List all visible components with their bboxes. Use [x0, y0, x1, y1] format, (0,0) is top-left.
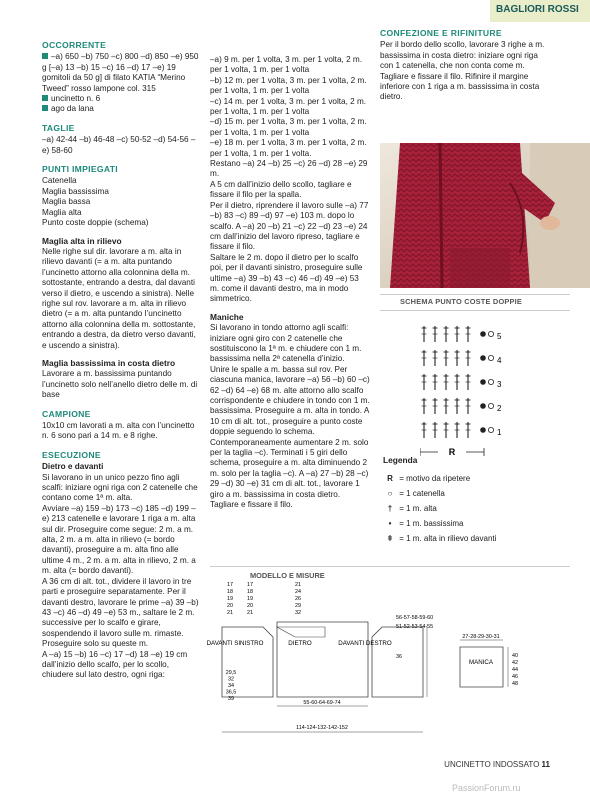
row-number: 4	[497, 356, 502, 365]
legend-title: Legenda	[383, 455, 418, 465]
maglia-alta-rilievo-text: Nelle righe sul dir. lavorare a m. alta in rilievo davanti (= a m. alta puntando l’uncinetto attorno alla colonnina della m. sottostante, entrando a destra, dal davanti verso il dietro, e uscendo a sinistra). Nelle righe sul rov. lavorare a m. alta in rilievo dietro (= a m. alta puntando l’uncinetto attorno alla colonnina della m. sottostante, entrando a destra, da dietro verso davanti, e uscendo a sinistra).	[42, 246, 196, 350]
heading-taglie: TAGLIE	[42, 122, 75, 133]
materials-yarn: –a) 650 –b) 750 –c) 800 –d) 850 –e) 950 g [–a) 13 –b) 15 –c) 16 –d) 17 –e) 19 gomitoli da 50 g] di filato KATIA “Merino Tweed” rosso lampone col. 315	[42, 52, 199, 93]
legend-item: † = 1 m. alta	[383, 501, 563, 516]
row-number: 5	[497, 332, 502, 341]
chain-symbol-icon: ○	[387, 489, 393, 498]
paragraph: Unire le spalle a m. bassa sul rov. Per ciascuna manica, lavorare –a) 56 –b) 60 –c) 62 –d) 64 –e) 68 m. alte attorno allo scalfo corrispondente e chiudere in tondo con 1 m. bassissima. Proseguire a m. alta in tondo. A 10 cm di alt. tot., proseguire a punto coste doppie seguendo lo schema. Contemporaneamente aumentare 2 m. solo per la taglia –c). Terminati i 5 giri dello schema, proseguire a m. alta diminuendo 2 m. solo per la taglia –c). A –a) 27 –b) 28 –c) 29 –d) 30 –e) 31 cm di alt. tot., lavorare 1 giro a m. bassissima in costa dietro. Tagliare e fissare il filo.	[210, 364, 370, 510]
paragraph: A 5 cm dall’inizio dello scollo, tagliare e fissare il filo per la spalla.	[210, 179, 352, 200]
page-number: 11	[541, 760, 550, 769]
paragraph: –e) 18 m. per 1 volta, 3 m. per 1 volta, 2 m. per 1 volta, 1 m. per 1 volta.	[210, 138, 367, 158]
heading-maglia-bassissima: Maglia bassissima in costa dietro	[42, 357, 176, 368]
slip-stitch-mark	[480, 427, 486, 433]
top-measure: 17	[227, 582, 233, 588]
chart-row	[422, 374, 503, 390]
legend	[383, 455, 563, 546]
sweater-photo-image	[380, 143, 590, 288]
stitch-item: Maglia bassissima	[42, 186, 109, 196]
page-header	[490, 0, 590, 22]
height-measure: 36,5	[225, 689, 237, 696]
campione-text: 10x10 cm lavorati a m. alta con l’uncinetto n. 6 sono pari a 14 m. e 8 righe.	[42, 421, 195, 441]
top-measure-columns	[227, 582, 301, 616]
heading-maniche: Maniche	[210, 311, 244, 322]
legend-item: ǂ = 1 m. alta in rilievo davanti	[383, 531, 563, 546]
paragraph: Saltare le 2 m. dopo il dietro per lo scalfo poi, per il davanti sinistro, proseguire sulle ultime –a) 39 –b) 43 –c) 46 –d) 49 –e) 53 m. come il davanti destro, ma in modo simmetrico.	[210, 252, 363, 304]
top-measure: 21	[247, 610, 253, 616]
chart-row	[422, 350, 503, 366]
confezione-text: Per il bordo dello scollo, lavorare 3 righe a m. bassissima in costa dietro: iniziare ogni riga con 1 catenella, che non conta come m. Tagliare e fissare il filo. Rifinire il margine inferiore con 1 riga a m. bassissima in costa dietro.	[380, 40, 545, 102]
repeat-label: R	[448, 447, 456, 457]
top-measure: 19	[227, 596, 233, 602]
bullet-square-icon	[42, 105, 48, 111]
sleeve-width-measure: 40	[512, 653, 518, 659]
height-measure: 34	[228, 683, 234, 689]
paragraph: Si lavorano in un unico pezzo fino agli scalfi: iniziare ogni riga con 2 catenelle che contano come 1ª m. alta.	[42, 472, 198, 503]
front-post-symbol-icon: ǂ	[387, 534, 393, 543]
heading-occorrente: OCCORRENTE	[42, 40, 107, 50]
top-measure: 21	[227, 610, 233, 616]
label-manica: MANICA	[468, 659, 494, 666]
heading-confezione: CONFEZIONE E RIFINITURE	[380, 28, 502, 38]
paragraph: –a) 9 m. per 1 volta, 3 m. per 1 volta, 2 m. per 1 volta, 1 m. per 1 volta	[210, 55, 362, 75]
chain-mark	[488, 379, 493, 384]
materials-hook: uncinetto n. 6	[42, 94, 202, 104]
top-measure: 20	[227, 603, 233, 609]
slip-stitch-mark	[480, 403, 486, 409]
height-measure: 32	[228, 676, 234, 683]
schema-title: SCHEMA PUNTO COSTE DOPPIE	[400, 297, 523, 306]
slip-stitch-mark	[480, 331, 486, 337]
header-title: BAGLIORI ROSSI	[496, 4, 579, 15]
sleeve-width-measure: 42	[512, 660, 518, 666]
sleeve-width-measures	[512, 653, 518, 687]
height-measure: 39	[228, 696, 234, 702]
heading-esecuzione: ESECUZIONE	[42, 449, 101, 460]
materials-needle: ago da lana	[42, 104, 202, 114]
chain-mark	[488, 355, 493, 360]
sleeve-width-measure: 48	[512, 681, 518, 687]
garment-photo	[380, 143, 590, 288]
sleeve-width-measure: 46	[512, 674, 518, 680]
paragraph: –c) 14 m. per 1 volta, 3 m. per 1 volta, 2 m. per 1 volta, 1 m. per 1 volta	[210, 96, 367, 117]
chart-row	[422, 422, 503, 438]
stitch-item: Catenella	[42, 176, 77, 186]
bullet-square-icon	[42, 95, 48, 101]
top-measure: 26	[295, 596, 301, 602]
paragraph: Si lavorano in tondo attorno agli scalfi: iniziare ogni giro con 2 catenelle che sostituiscono la 1ª m. e chiudere con 1 m. bassissima nella 2ª catenella d’inizio.	[210, 323, 362, 364]
divider	[380, 294, 570, 295]
label-davanti-sinistro: DAVANTI SINISTRO	[206, 640, 264, 647]
paragraph: A 36 cm di alt. tot., dividere il lavoro in tre parti e proseguire separatamente. Per il davanti destro, lavorare le prime –a) 39 –b) 43 –c) 46 –d) 49 –e) 53 m., saltare le 2 m. successive per lo scalfo e girare, sospendendo il lavoro sulle m. rimaste. Proseguire solo su queste m.	[42, 576, 199, 649]
chain-mark	[488, 331, 493, 336]
legend-item: R = motivo da ripetere	[383, 471, 563, 486]
stitch-item: Maglia bassa	[42, 197, 91, 207]
repeat-symbol-icon: R	[387, 474, 393, 483]
top-measure: 20	[247, 603, 253, 609]
column-middle	[210, 55, 370, 510]
slip-stitch-mark	[480, 355, 486, 361]
stitch-item: Maglia alta	[42, 207, 82, 217]
height-measure: 36	[396, 654, 402, 660]
divider	[210, 566, 570, 567]
stitch-item: Punto coste doppie (schema)	[42, 218, 149, 228]
watermark: PassionForum.ru	[452, 783, 521, 793]
heading-punti: PUNTI IMPIEGATI	[42, 164, 118, 175]
paragraph: A –a) 15 –b) 16 –c) 17 –d) 18 –e) 19 cm dall’inizio dello scalfo, per lo scollo, chiudere sul lato destro, ogni riga:	[42, 649, 188, 680]
armhole-measure-1: 56-57-58-59-60	[396, 615, 434, 621]
top-measure: 32	[295, 610, 301, 616]
paragraph: Restano –a) 24 –b) 25 –c) 26 –d) 28 –e) 29 m.	[210, 159, 368, 179]
legend-item: ○ = 1 catenella	[383, 486, 563, 501]
top-measure: 29	[295, 603, 301, 609]
chain-mark	[488, 427, 493, 432]
double-crochet-symbol-icon: †	[387, 504, 393, 513]
footer-title: UNCINETTO INDOSSATO	[444, 760, 540, 769]
sleeve-length: 27-28-29-30-31	[462, 634, 500, 640]
heading-campione: CAMPIONE	[42, 408, 91, 419]
chart-row	[422, 398, 503, 414]
davanti-destro-shape	[372, 627, 423, 697]
heading-dietro-davanti: Dietro e davanti	[42, 462, 104, 472]
paragraph: –d) 15 m. per 1 volta, 3 m. per 1 volta, 2 m. per 1 volta, 1 m. per 1 volta	[210, 117, 367, 137]
chain-mark	[488, 403, 493, 408]
manica-shape	[460, 647, 503, 687]
size-diagram	[205, 582, 580, 752]
row-number: 2	[497, 404, 502, 413]
stitch-chart	[420, 314, 530, 464]
total-width: 114-124-132-142-152	[296, 725, 348, 731]
top-measure: 21	[295, 582, 301, 588]
label-dietro: DIETRO	[288, 640, 312, 647]
divider	[380, 310, 570, 311]
stitch-chart-rows	[422, 326, 503, 438]
top-measure: 18	[247, 589, 253, 595]
paragraph: Per il dietro, riprendere il lavoro sulle –a) 77 –b) 83 –c) 89 –d) 97 –e) 103 m. dopo lo scalfo. A –a) 20 –b) 21 –c) 22 –d) 23 –e) 24 cm dall’inizio del lavoro ripreso, tagliare e fissare il filo.	[210, 200, 369, 252]
top-measure: 24	[295, 589, 301, 595]
neck-line	[277, 627, 325, 637]
top-measure: 18	[227, 589, 233, 595]
slip-stitch-symbol-icon: •	[388, 519, 392, 528]
column-left	[42, 40, 202, 681]
maglia-bassissima-text: Lavorare a m. bassissima puntando l’uncinetto solo nell’anello dietro delle m. di base	[42, 369, 198, 400]
chart-row	[422, 326, 503, 342]
bullet-square-icon	[42, 53, 48, 59]
top-measure: 19	[247, 596, 253, 602]
slip-stitch-mark	[480, 379, 486, 385]
row-number: 3	[497, 380, 502, 389]
row-number: 1	[497, 428, 502, 437]
dietro-shape	[277, 622, 368, 697]
dietro-width: 55-60-64-69-74	[303, 700, 341, 706]
model-title: MODELLO E MISURE	[250, 571, 325, 580]
label-davanti-destro: DAVANTI DESTRO	[338, 640, 392, 647]
armhole-measure-2: 51-52-53-54-55	[396, 624, 434, 630]
sizes-text: –a) 42-44 –b) 46-48 –c) 50-52 –d) 54-56 –e) 58-60	[42, 135, 196, 155]
height-measure: 29,5	[225, 670, 237, 676]
page-footer	[444, 760, 550, 769]
heading-maglia-alta-rilievo: Maglia alta in rilievo	[42, 235, 122, 246]
column-right	[380, 28, 550, 103]
paragraph: Avviare –a) 159 –b) 173 –c) 185 –d) 199 –e) 213 catenelle e lavorare 1 riga a m. alta sul dir. Proseguire come segue: 2 m. a m. alta, 2 m. a m. alta in rilievo (= bordo davanti), proseguire a m. alta fino alle ultime 4 m., 2 m. a m. alta in rilievo, 2 m. a m. alta (= bordo davanti).	[42, 503, 196, 576]
top-measure: 17	[247, 582, 253, 588]
paragraph: –b) 12 m. per 1 volta, 3 m. per 1 volta, 2 m. per 1 volta, 1 m. per 1 volta	[210, 75, 367, 96]
sleeve-width-measure: 44	[512, 667, 518, 673]
legend-item: • = 1 m. bassissima	[383, 516, 563, 531]
